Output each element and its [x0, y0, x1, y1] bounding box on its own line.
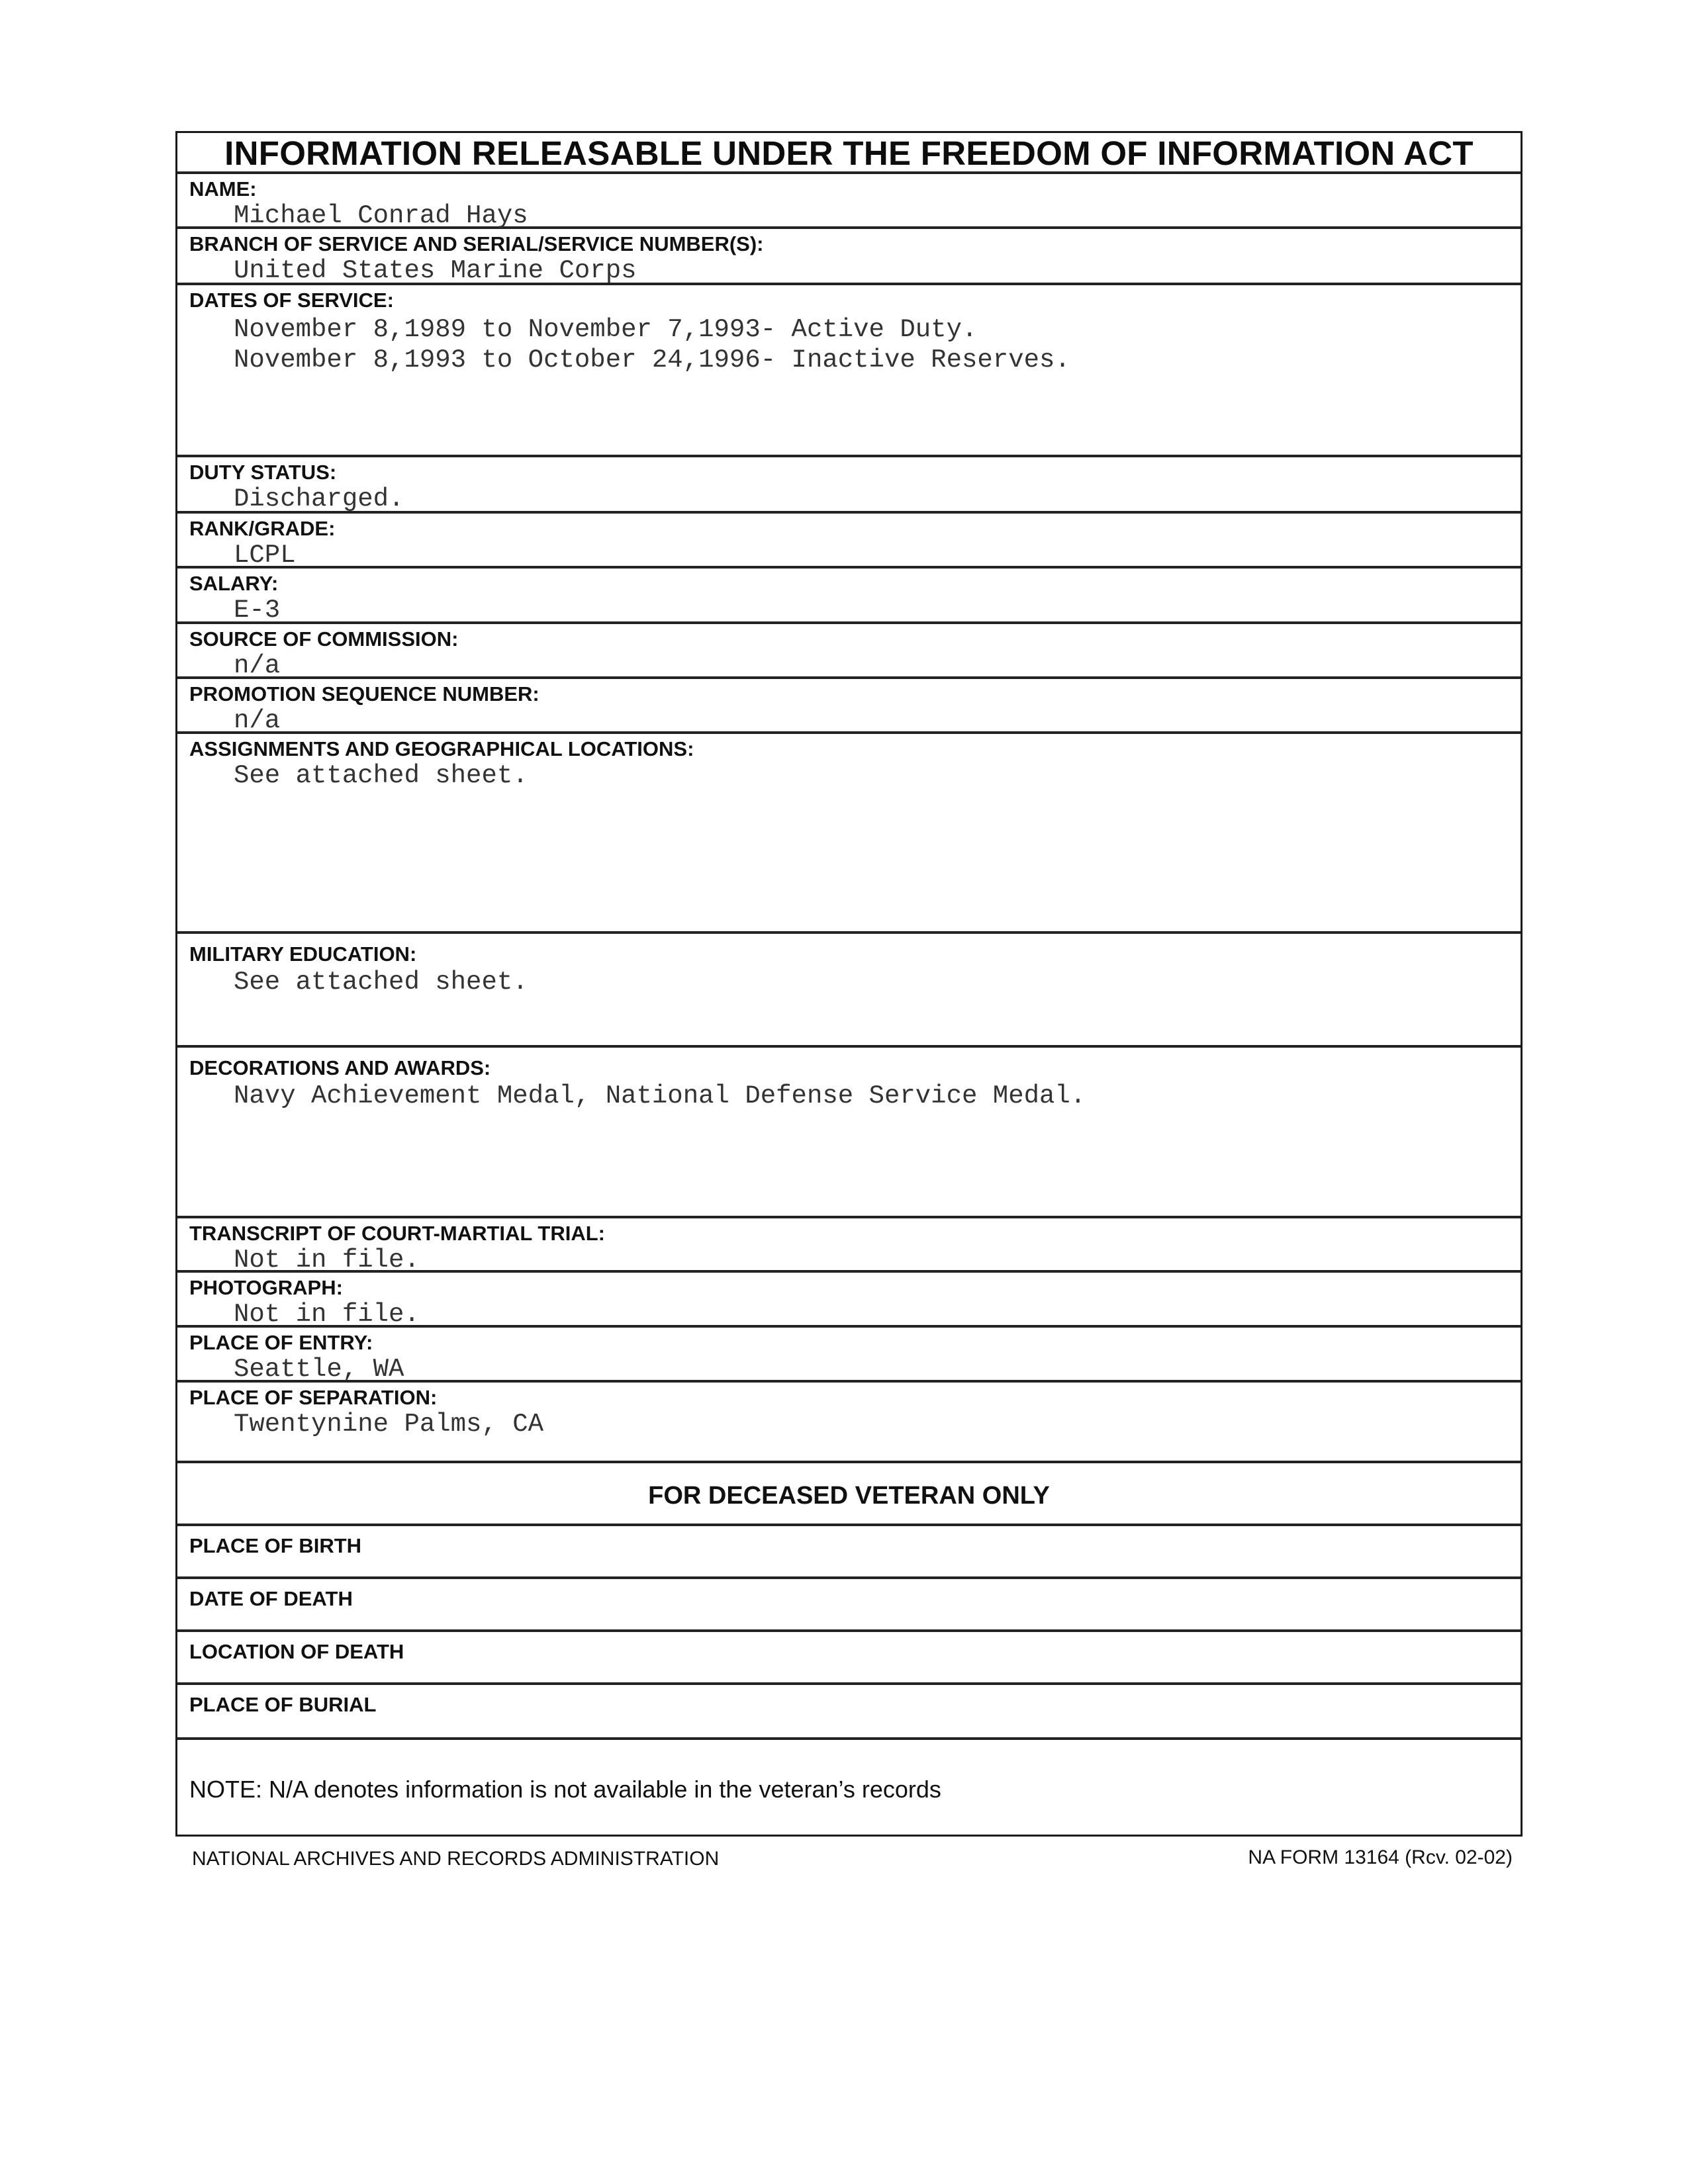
- field-duty-status: [177, 457, 1521, 514]
- field-label: LOCATION OF DEATH: [189, 1640, 404, 1663]
- field-label: DUTY STATUS:: [189, 461, 337, 484]
- field-value: n/a: [234, 706, 281, 735]
- field-place-of-birth: [177, 1526, 1521, 1579]
- field-label: TRANSCRIPT OF COURT-MARTIAL TRIAL:: [189, 1222, 605, 1245]
- field-value: E-3: [234, 596, 281, 625]
- field-location-of-death: [177, 1632, 1521, 1685]
- field-label: DATES OF SERVICE:: [189, 289, 394, 312]
- field-label: NAME:: [189, 177, 257, 201]
- field-assignments: [177, 734, 1521, 934]
- deceased-section-header: [177, 1463, 1521, 1526]
- field-label: ASSIGNMENTS AND GEOGRAPHICAL LOCATIONS:: [189, 737, 694, 760]
- field-decorations-awards: [177, 1048, 1521, 1218]
- field-value: Not in file.: [234, 1300, 420, 1329]
- field-value: n/a: [234, 651, 281, 680]
- field-branch: [177, 229, 1521, 285]
- field-military-education: [177, 934, 1521, 1048]
- field-value: Michael Conrad Hays: [234, 201, 528, 230]
- field-label: PLACE OF BURIAL: [189, 1693, 377, 1716]
- form-title-row: [177, 133, 1521, 174]
- field-place-of-burial: [177, 1685, 1521, 1740]
- field-name: [177, 174, 1521, 229]
- field-value: LCPL: [234, 541, 296, 570]
- field-value: Discharged.: [234, 484, 404, 514]
- field-dates-of-service: [177, 285, 1521, 457]
- note-text: NOTE: N/A denotes information is not available in the veteran’s records: [189, 1776, 941, 1803]
- field-place-of-entry: [177, 1328, 1521, 1383]
- field-label: DECORATIONS AND AWARDS:: [189, 1056, 491, 1079]
- field-value: Twentynine Palms, CA: [234, 1410, 544, 1439]
- deceased-heading: FOR DECEASED VETERAN ONLY: [648, 1482, 1050, 1510]
- field-rank-grade: [177, 514, 1521, 569]
- note-row: [177, 1740, 1521, 1837]
- field-label: SOURCE OF COMMISSION:: [189, 627, 459, 651]
- footer-form-id: NA FORM 13164 (Rcv. 02-02): [1248, 1846, 1513, 1868]
- form-title: INFORMATION RELEASABLE UNDER THE FREEDOM OF INFORMATION ACT: [224, 134, 1474, 172]
- field-salary: [177, 569, 1521, 624]
- field-value: Navy Achievement Medal, National Defense Service Medal.: [234, 1081, 1086, 1111]
- field-value: November 8,1989 to November 7,1993- Active Duty. November 8,1993 to October 24,1996- Inactive Reserves.: [234, 315, 1070, 375]
- field-place-of-separation: [177, 1383, 1521, 1463]
- field-value: Not in file.: [234, 1246, 420, 1275]
- field-label: PLACE OF SEPARATION:: [189, 1386, 438, 1409]
- field-label: MILITARY EDUCATION:: [189, 942, 417, 966]
- field-label: BRANCH OF SERVICE AND SERIAL/SERVICE NUMBER(S):: [189, 232, 764, 255]
- field-photograph: [177, 1273, 1521, 1328]
- field-date-of-death: [177, 1579, 1521, 1632]
- field-label: PROMOTION SEQUENCE NUMBER:: [189, 682, 539, 705]
- field-label: DATE OF DEATH: [189, 1587, 353, 1610]
- field-value: United States Marine Corps: [234, 256, 637, 285]
- field-label: PLACE OF BIRTH: [189, 1534, 362, 1557]
- field-source-of-commission: [177, 624, 1521, 679]
- field-label: RANK/GRADE:: [189, 517, 336, 540]
- field-court-martial-transcript: [177, 1218, 1521, 1273]
- field-value: See attached sheet.: [234, 761, 528, 790]
- field-label: PHOTOGRAPH:: [189, 1276, 343, 1299]
- field-label: SALARY:: [189, 572, 279, 595]
- field-value: Seattle, WA: [234, 1355, 404, 1384]
- field-promotion-sequence-number: [177, 679, 1521, 734]
- foia-form: [175, 131, 1523, 1837]
- field-label: PLACE OF ENTRY:: [189, 1331, 373, 1354]
- footer-agency: NATIONAL ARCHIVES AND RECORDS ADMINISTRATION: [192, 1848, 720, 1870]
- field-value: See attached sheet.: [234, 968, 528, 997]
